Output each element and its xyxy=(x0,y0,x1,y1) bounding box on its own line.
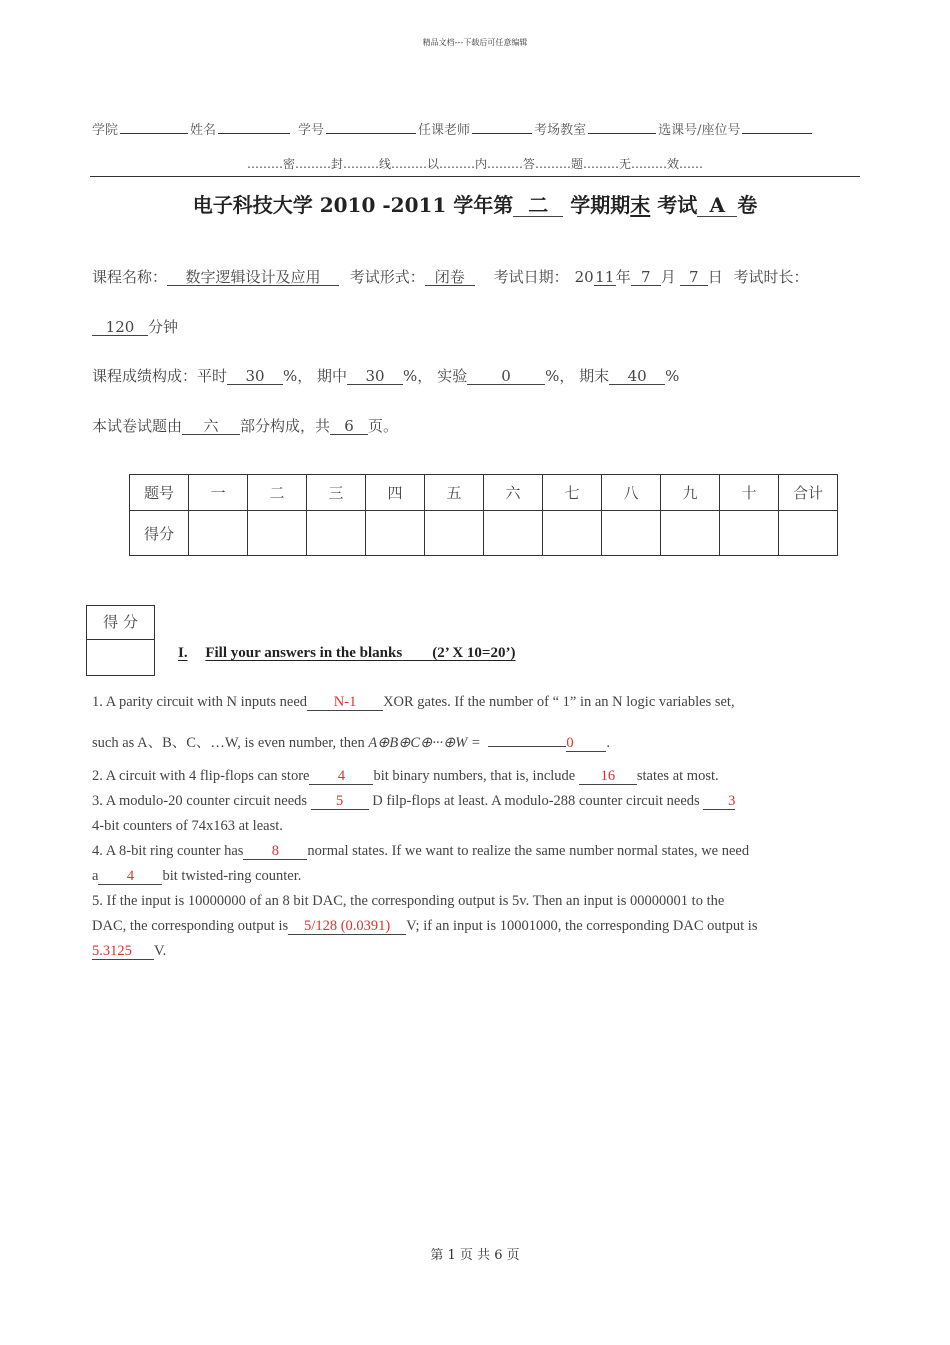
title-term: 末 xyxy=(630,193,651,217)
question-4-line-2 xyxy=(92,868,301,885)
grading-mid-label: %， 期中 xyxy=(283,367,348,385)
score-cell[interactable] xyxy=(543,511,602,556)
question-1-line-1 xyxy=(92,694,735,711)
page-footer: 第 1 页 共 6 页 xyxy=(430,1248,520,1263)
composition-parts: 六 xyxy=(182,418,240,435)
q4-answer-1: 8 xyxy=(243,844,307,860)
grading-line xyxy=(92,365,679,386)
question-5-line-3 xyxy=(92,943,166,960)
question-3-line-2: 4-bit counters of 74x163 at least. xyxy=(92,818,283,834)
score-cell[interactable] xyxy=(366,511,425,556)
q3-answer-2: 3 xyxy=(703,794,735,810)
q5-answer-1: 5/128 (0.0391) xyxy=(288,919,406,935)
question-2 xyxy=(92,768,719,785)
question-4-line-1 xyxy=(92,843,749,860)
exam-duration: 120 xyxy=(92,319,148,336)
grading-final: 40 xyxy=(609,368,665,385)
grading-pct: % xyxy=(665,367,680,385)
q4-answer-2: 4 xyxy=(98,869,162,885)
section-score-box xyxy=(86,605,155,676)
question-3-line-1 xyxy=(92,793,735,810)
score-header-cell: 六 xyxy=(484,475,543,511)
composition-mid: 部分构成，共 xyxy=(240,417,331,435)
year-prefix: 20 xyxy=(574,268,594,286)
title-mid: 学期期 xyxy=(570,193,631,217)
score-cell[interactable] xyxy=(602,511,661,556)
section-score-label: 得 分 xyxy=(87,606,154,640)
score-table xyxy=(129,474,838,556)
q4-text-mid: normal states. If we want to realize the same number normal states, we need xyxy=(307,843,750,859)
score-header-cell: 五 xyxy=(425,475,484,511)
duration-line xyxy=(92,316,178,337)
question-5-line-1: 5. If the input is 10000000 of an 8 bit DAC, the corresponding output is 5v. Then an input is 00000001 to the xyxy=(92,893,725,909)
score-header-cell: 三 xyxy=(307,475,366,511)
section-title-text: Fill your answers in the blanks xyxy=(205,645,403,661)
name-label: 姓名 xyxy=(190,123,217,138)
score-cell[interactable] xyxy=(248,511,307,556)
q4-line2-pre: a xyxy=(92,868,99,884)
grading-regular: 30 xyxy=(227,368,283,385)
section-points: (2’ X 10=20’) xyxy=(432,645,516,661)
q3-text-pre: 3. A modulo-20 counter circuit needs xyxy=(92,793,308,809)
duration-unit: 分钟 xyxy=(148,318,179,336)
exam-day: 7 xyxy=(680,269,708,286)
exam-date-label: 考试日期： xyxy=(493,268,569,286)
q1-text-post: XOR gates. If the number of “ 1” in an N logic variables set, xyxy=(383,694,735,710)
q3-text-mid: D filp-flops at least. A modulo-288 counter circuit needs xyxy=(372,793,700,809)
grading-lab: 0 xyxy=(467,368,545,385)
score-table-header-row xyxy=(130,475,838,511)
exam-title xyxy=(0,189,950,218)
grading-lab-label: %， 实验 xyxy=(403,367,468,385)
score-cell[interactable] xyxy=(484,511,543,556)
exam-year: 11 xyxy=(595,268,615,286)
score-cell[interactable] xyxy=(189,511,248,556)
year-unit: 年 xyxy=(615,268,631,286)
q5-text-post: V. xyxy=(154,943,167,959)
q1-answer: N-1 xyxy=(307,695,383,711)
college-label: 学院 xyxy=(92,123,119,138)
q2-text-post: states at most. xyxy=(636,768,719,784)
score-cell[interactable] xyxy=(720,511,779,556)
title-paper: A xyxy=(697,194,737,217)
q5-text-pre: DAC, the corresponding output is xyxy=(92,918,289,934)
q1b-answer: 0 xyxy=(566,736,606,752)
section-number: I. xyxy=(178,645,188,661)
composition-pages: 6 xyxy=(330,418,368,435)
course-name: 数字逻辑设计及应用 xyxy=(167,269,339,286)
seat-label: 选课号/座位号 xyxy=(658,123,741,138)
composition-prefix: 本试卷试题由 xyxy=(92,417,183,435)
q2-answer-1: 4 xyxy=(309,769,373,785)
course-info-line xyxy=(92,266,809,287)
score-header-cell: 八 xyxy=(602,475,661,511)
month-unit: 月 xyxy=(660,268,676,286)
score-header-cell: 一 xyxy=(189,475,248,511)
name-blank[interactable] xyxy=(218,121,290,134)
exam-form-label: 考试形式： xyxy=(349,268,425,286)
classroom-label: 考场教室 xyxy=(534,123,587,138)
q1b-blank-pad xyxy=(488,746,566,747)
title-suffix: 卷 xyxy=(737,193,758,217)
q3-answer-1: 5 xyxy=(311,794,369,810)
score-row-label: 得分 xyxy=(130,511,189,556)
q1b-formula: A⊕B⊕C⊕···⊕W = xyxy=(368,735,481,751)
student-id-blank[interactable] xyxy=(326,121,416,134)
score-header-cell: 四 xyxy=(366,475,425,511)
day-unit: 日 xyxy=(707,268,723,286)
score-table-score-row xyxy=(130,511,838,556)
seat-blank[interactable] xyxy=(742,121,812,134)
grading-label: 课程成绩构成：平时 xyxy=(92,367,228,385)
title-semester: 二 xyxy=(513,194,563,217)
score-header-cell: 二 xyxy=(248,475,307,511)
title-prefix: 电子科技大学 2010 -2011 学年第 xyxy=(192,193,514,217)
q2-text-mid: bit binary numbers, that is, include xyxy=(373,768,576,784)
classroom-blank[interactable] xyxy=(588,121,656,134)
q1-text-pre: 1. A parity circuit with N inputs need xyxy=(92,694,308,710)
q2-answer-2: 16 xyxy=(579,769,637,785)
exam-form: 闭卷 xyxy=(425,269,475,286)
q5-text-mid: V; if an input is 10001000, the corresponding DAC output is xyxy=(406,918,758,934)
section-score-cell[interactable] xyxy=(87,640,154,675)
course-name-label: 课程名称： xyxy=(92,268,168,286)
score-header-cell: 题号 xyxy=(130,475,189,511)
score-header-cell: 十 xyxy=(720,475,779,511)
composition-suffix: 页。 xyxy=(368,417,399,435)
teacher-label: 任课老师 xyxy=(418,123,471,138)
score-header-cell: 九 xyxy=(661,475,720,511)
exam-month: 7 xyxy=(631,269,661,286)
question-1-line-2 xyxy=(92,731,610,752)
q1b-text-post: . xyxy=(606,735,610,751)
score-cell[interactable] xyxy=(779,511,838,556)
score-header-cell: 合计 xyxy=(779,475,838,511)
watermark-text: 精品文档---下载后可任意编辑 xyxy=(422,38,528,47)
student-info-row xyxy=(92,119,814,138)
student-id-label: 学号 xyxy=(298,123,325,138)
section-title xyxy=(178,645,515,662)
score-cell[interactable] xyxy=(425,511,484,556)
seal-line-text: ………密………封………线………以………内………答………题………无………效…… xyxy=(246,157,703,171)
score-cell[interactable] xyxy=(307,511,366,556)
q2-text-pre: 2. A circuit with 4 flip-flops can store xyxy=(92,768,310,784)
teacher-blank[interactable] xyxy=(472,121,532,134)
college-blank[interactable] xyxy=(120,121,188,134)
score-header-cell: 七 xyxy=(543,475,602,511)
composition-line xyxy=(92,415,398,436)
seal-divider xyxy=(90,176,860,177)
q4-line2-post: bit twisted-ring counter. xyxy=(162,868,302,884)
grading-final-label: %， 期末 xyxy=(545,367,610,385)
q5-answer-2: 5.3125 xyxy=(92,944,154,960)
q4-text-pre: 4. A 8-bit ring counter has xyxy=(92,843,244,859)
score-cell[interactable] xyxy=(661,511,720,556)
duration-label: 考试时长： xyxy=(733,268,809,286)
title-mid2: 考试 xyxy=(657,193,698,217)
question-5-line-2 xyxy=(92,918,757,935)
q1b-text-pre: such as A、B、C、…W, is even number, then xyxy=(92,735,365,751)
grading-mid: 30 xyxy=(347,368,403,385)
